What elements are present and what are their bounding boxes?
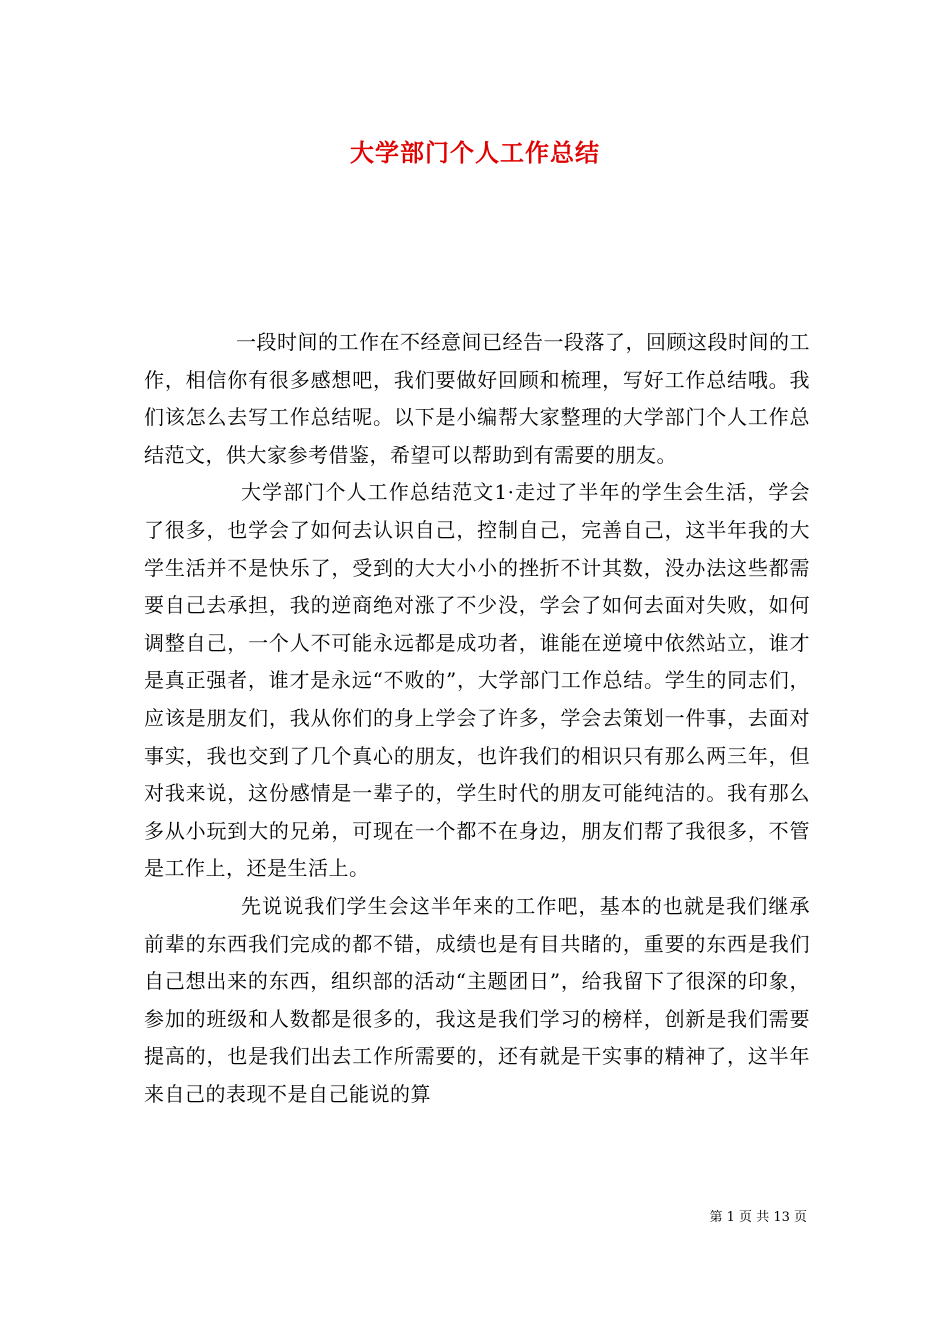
- paragraph-intro: 一段时间的工作在不经意间已经告一段落了，回顾这段时间的工作，相信你有很多感想吧，我们要做好回顾和梳理，写好工作总结哦。我们该怎么去写工作总结呢。以下是小编帮大家整理的大学部门个人工作总结范文，供大家参考借鉴，希望可以帮助到有需要的朋友。: [144, 330, 810, 467]
- paragraph-sample-1: 大学部门个人工作总结范文1·走过了半年的学生会生活，学会了很多，也学会了如何去认识自己，控制自己，完善自己，这半年我的大学生活并不是快乐了，受到的大大小小的挫折不计其数，没办法这些都需要自己去承担，我的逆商绝对涨了不少没，学会了如何去面对失败，如何调整自己，一个人不可能永远都是成功者，谁能在逆境中依然站立，谁才是真正强者，谁才是永远“不败的”，大学部门工作总结。学生的同志们，应该是朋友们，我从你们的身上学会了许多，学会去策划一件事，去面对事实，我也交到了几个真心的朋友，也许我们的相识只有那么两三年，但对我来说，这份感情是一辈子的，学生时代的朋友可能纯洁的。我有那么多从小玩到大的兄弟，可现在一个都不在身边，朋友们帮了我很多，不管是工作上，还是生活上。: [144, 480, 810, 881]
- document-body: [144, 324, 810, 1113]
- paragraph-work-review: 先说说我们学生会这半年来的工作吧，基本的也就是我们继承前辈的东西我们完成的都不错，成绩也是有目共睹的，重要的东西是我们自己想出来的东西，组织部的活动“主题团日”，给我留下了很深的印象，参加的班级和人数都是很多的，我这是我们学习的榜样，创新是我们需要提高的，也是我们出去工作所需要的，还有就是干实事的精神了，这半年来自己的表现不是自己能说的算: [144, 893, 810, 1106]
- document-title: 大学部门个人工作总结: [350, 138, 600, 167]
- page-number-footer: 第 1 页 共 13 页: [709, 1210, 807, 1225]
